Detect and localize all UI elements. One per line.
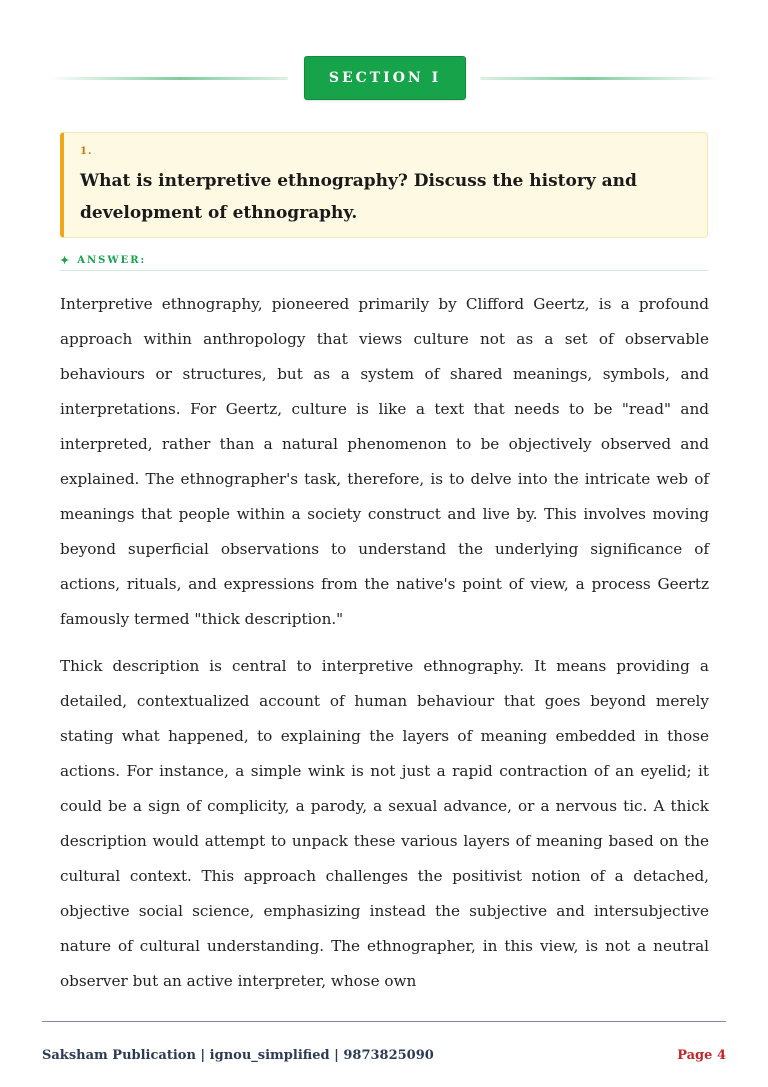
answer-label-text: ANSWER: [77, 255, 147, 266]
footer-publisher: Saksham Publication | ignou_simplified | 9873825090 [42, 1048, 434, 1063]
section-header [0, 56, 768, 100]
footer-divider [42, 1021, 726, 1022]
answer-body [60, 287, 709, 1011]
answer-label [60, 251, 708, 271]
answer-paragraph: Thick description is central to interpretive ethnography. It means providing a detailed, contextualized account of human behaviour that goes beyond merely stating what happened, to explaining the layers of meaning embedded in those actions. For instance, a simple wink is not just a rapid contraction of an eyelid; it could be a sign of complicity, a parody, a sexual advance, or a nervous tic. A thick description would attempt to unpack these various layers of meaning based on the cultural context. This approach challenges the positivist notion of a detached, objective social science, emphasizing instead the subjective and intersubjective nature of cultural understanding. The ethnographer, in this view, is not a neutral observer but an active interpreter, whose own [60, 657, 709, 990]
question-text: What is interpretive ethnography? Discuss the history and development of ethnography. [80, 171, 637, 223]
section-divider-left [48, 77, 288, 80]
question-number: 1. [80, 146, 93, 157]
sparkle-icon: ✦ [60, 254, 72, 267]
question-box [60, 132, 708, 238]
section-divider-right [480, 77, 720, 80]
page-number: Page 4 [677, 1048, 726, 1063]
answer-paragraph: Interpretive ethnography, pioneered primarily by Clifford Geertz, is a profound approach within anthropology that views culture not as a set of observable behaviours or structures, but as a system of shared meanings, symbols, and interpretations. For Geertz, culture is like a text that needs to be "read" and interpreted, rather than a natural phenomenon to be objectively observed and explained. The ethnographer's task, therefore, is to delve into the intricate web of meanings that people within a society construct and live by. This involves moving beyond superficial observations to understand the underlying significance of actions, rituals, and expressions from the native's point of view, a process Geertz famously termed "thick description." [60, 295, 709, 628]
section-badge: SECTION I [304, 56, 466, 100]
